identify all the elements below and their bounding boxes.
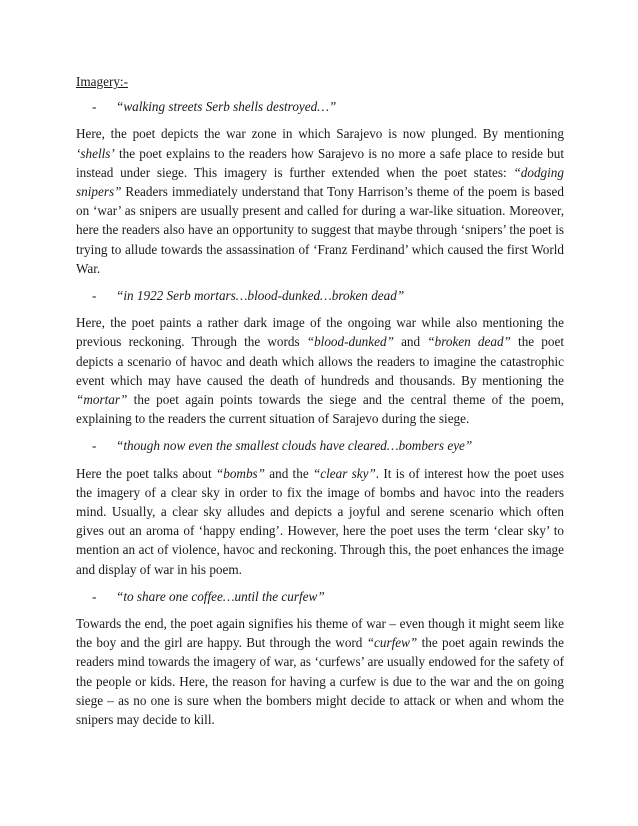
analysis-paragraph-4 bbox=[76, 614, 564, 729]
italic-term: “broken dead” bbox=[427, 334, 511, 350]
document-page bbox=[76, 72, 564, 737]
italic-term: “mortar” bbox=[76, 392, 128, 408]
paragraph-text: Readers immediately understand that Tony Harrison’s theme of the poem is based on ‘war’ as snipers are usually present and called for during a war-like situation. Moreover, here the readers also have an opportunity to suggest that maybe through ‘snipers’ the poet is trying to allude towards the assassination of ‘Franz Ferdinand’ which caused the first World War. bbox=[76, 184, 564, 276]
quote-line-3 bbox=[76, 436, 564, 455]
italic-term: “bombs” bbox=[215, 465, 266, 481]
paragraph-text: Here the poet talks about bbox=[76, 465, 216, 481]
italic-term: “blood-dunked” bbox=[306, 334, 394, 350]
analysis-paragraph-1 bbox=[76, 124, 564, 278]
paragraph-text: the poet depicts a scenario of havoc and death which allows the readers to imagine the catastrophic event which may have caused the death of hundreds and thousands. By mentioning the bbox=[76, 334, 564, 388]
italic-term: “curfew” bbox=[366, 635, 418, 651]
quote-text: “though now even the smallest clouds have cleared…bombers eye” bbox=[116, 438, 473, 454]
paragraph-text: Towards the end, the poet again signifies his theme of war – even though it might seem like the boy and the girl are happy. But through the word bbox=[76, 616, 564, 651]
paragraph-text: the poet explains to the readers how Sarajevo is no more a safe place to reside but instead under siege. This imagery is further extended when the poet states: bbox=[76, 145, 564, 180]
list-dash: - bbox=[92, 99, 97, 115]
quote-text: “in 1922 Serb mortars…blood-dunked…broken dead” bbox=[116, 288, 405, 304]
quote-text: “to share one coffee…until the curfew” bbox=[116, 588, 325, 604]
paragraph-text: and the bbox=[265, 465, 313, 481]
italic-term: “dodging snipers” bbox=[76, 164, 564, 200]
paragraph-text: Here, the poet depicts the war zone in which Sarajevo is now plunged. By mentioning bbox=[76, 126, 564, 142]
italic-term: ‘shells’ bbox=[76, 145, 115, 161]
quote-line-2 bbox=[76, 286, 564, 305]
paragraph-text: the poet again rewinds the readers mind towards the imagery of war, as ‘curfews’ are usually endowed for the safety of the people or kids. Here, the reason for having a curfew is due to the war and the on going siege – as no one is sure when the bombers might decide to attack or when and whom the snipers may decide to kill. bbox=[76, 635, 564, 728]
quote-text: “walking streets Serb shells destroyed…” bbox=[116, 99, 337, 115]
paragraph-text: . It is of interest how the poet uses the imagery of a clear sky in order to fix the image of bombs and havoc into the readers mind. Usually, a clear sky alludes and depicts a joyful and serene scenario which often gives out an aroma of ‘happy ending’. However, here the poet uses the term ‘clear sky’ to mention an act of violence, havoc and reckoning. Through this, the poet enhances the image and display of war in his poem. bbox=[76, 465, 564, 577]
paragraph-text: and bbox=[393, 334, 428, 350]
quote-line-4 bbox=[76, 587, 564, 606]
list-dash: - bbox=[92, 438, 97, 454]
section-heading: Imagery:- bbox=[76, 74, 128, 89]
paragraph-text: Here, the poet paints a rather dark image of the ongoing war while also mentioning the previous reckoning. Through the words bbox=[76, 315, 564, 350]
list-dash: - bbox=[92, 588, 97, 604]
analysis-paragraph-3 bbox=[76, 464, 564, 579]
paragraph-text: the poet again points towards the siege and the central theme of the poem, explaining to the readers the current situation of Sarajevo during the siege. bbox=[76, 392, 564, 427]
quote-line-1 bbox=[76, 97, 564, 116]
italic-term: “clear sky” bbox=[312, 465, 376, 481]
analysis-paragraph-2 bbox=[76, 313, 564, 428]
list-dash: - bbox=[92, 288, 97, 304]
